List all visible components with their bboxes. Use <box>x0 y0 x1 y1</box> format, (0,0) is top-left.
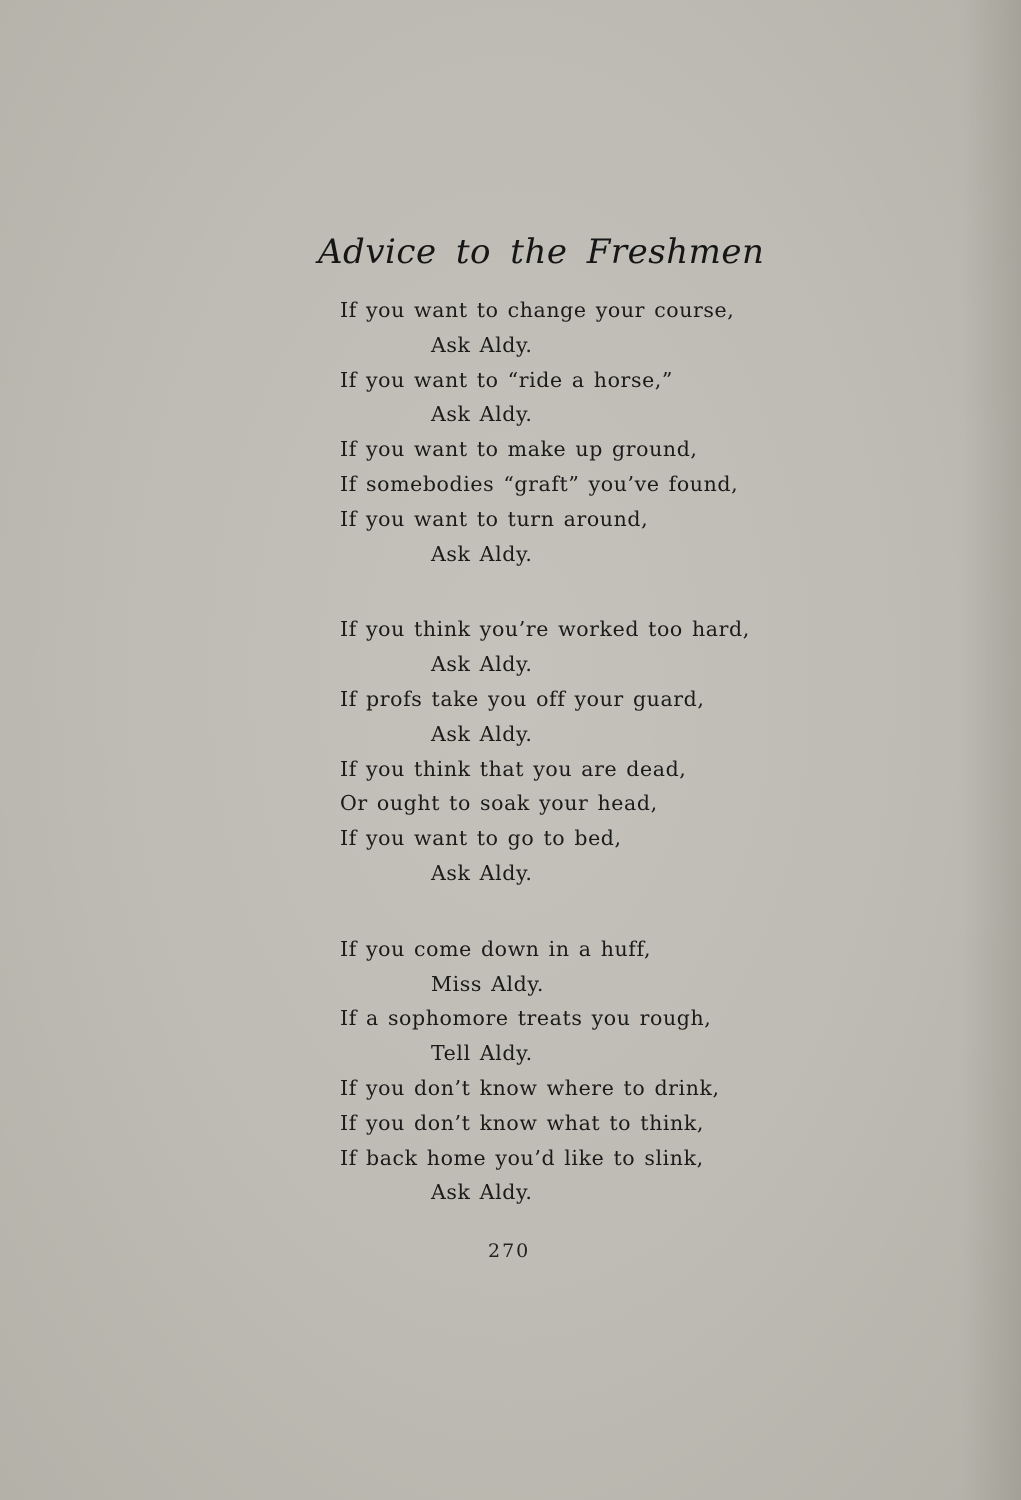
poem-line: If you want to go to bed, <box>340 826 622 851</box>
poem-line: Or ought to soak your head, <box>340 791 658 816</box>
poem-line: If you think that you are dead, <box>340 756 687 781</box>
poem-line: If you don’t know where to drink, <box>340 1075 720 1100</box>
poem-line: If you don’t know what to think, <box>340 1110 704 1135</box>
poem-refrain: Ask Aldy. <box>431 332 533 357</box>
stanza-3 <box>340 932 760 1210</box>
poem-title: Advice to the Freshmen <box>318 232 765 272</box>
poem-line: If you think you’re worked too hard, <box>340 617 750 642</box>
poem-refrain: Tell Aldy. <box>431 1041 533 1066</box>
poem-refrain: Ask Aldy. <box>431 652 533 677</box>
poem-line: If somebodies “graft” you’ve found, <box>340 471 739 496</box>
poem-refrain: Ask Aldy. <box>431 1180 533 1205</box>
poem-line: If you want to make up ground, <box>340 437 698 462</box>
stanza-1 <box>340 293 760 571</box>
poem-line: If a sophomore treats you rough, <box>340 1006 712 1031</box>
poem-line: If profs take you off your guard, <box>340 686 705 711</box>
page-edge-shadow <box>961 0 1021 1500</box>
poem-refrain: Ask Aldy. <box>431 541 533 566</box>
poem-refrain: Ask Aldy. <box>431 860 533 885</box>
poem-line: If you want to turn around, <box>340 506 649 531</box>
poem-body <box>340 293 760 1251</box>
poem-refrain: Ask Aldy. <box>431 721 533 746</box>
stanza-2 <box>340 612 760 890</box>
page-number: 270 <box>488 1240 531 1262</box>
poem-line: If you want to “ride a horse,” <box>340 367 674 392</box>
poem-refrain: Ask Aldy. <box>431 402 533 427</box>
poem-line: If you come down in a huff, <box>340 936 652 961</box>
poem-line: If back home you’d like to slink, <box>340 1145 704 1170</box>
poem-refrain: Miss Aldy. <box>431 971 544 996</box>
poem-line: If you want to change your course, <box>340 298 735 322</box>
